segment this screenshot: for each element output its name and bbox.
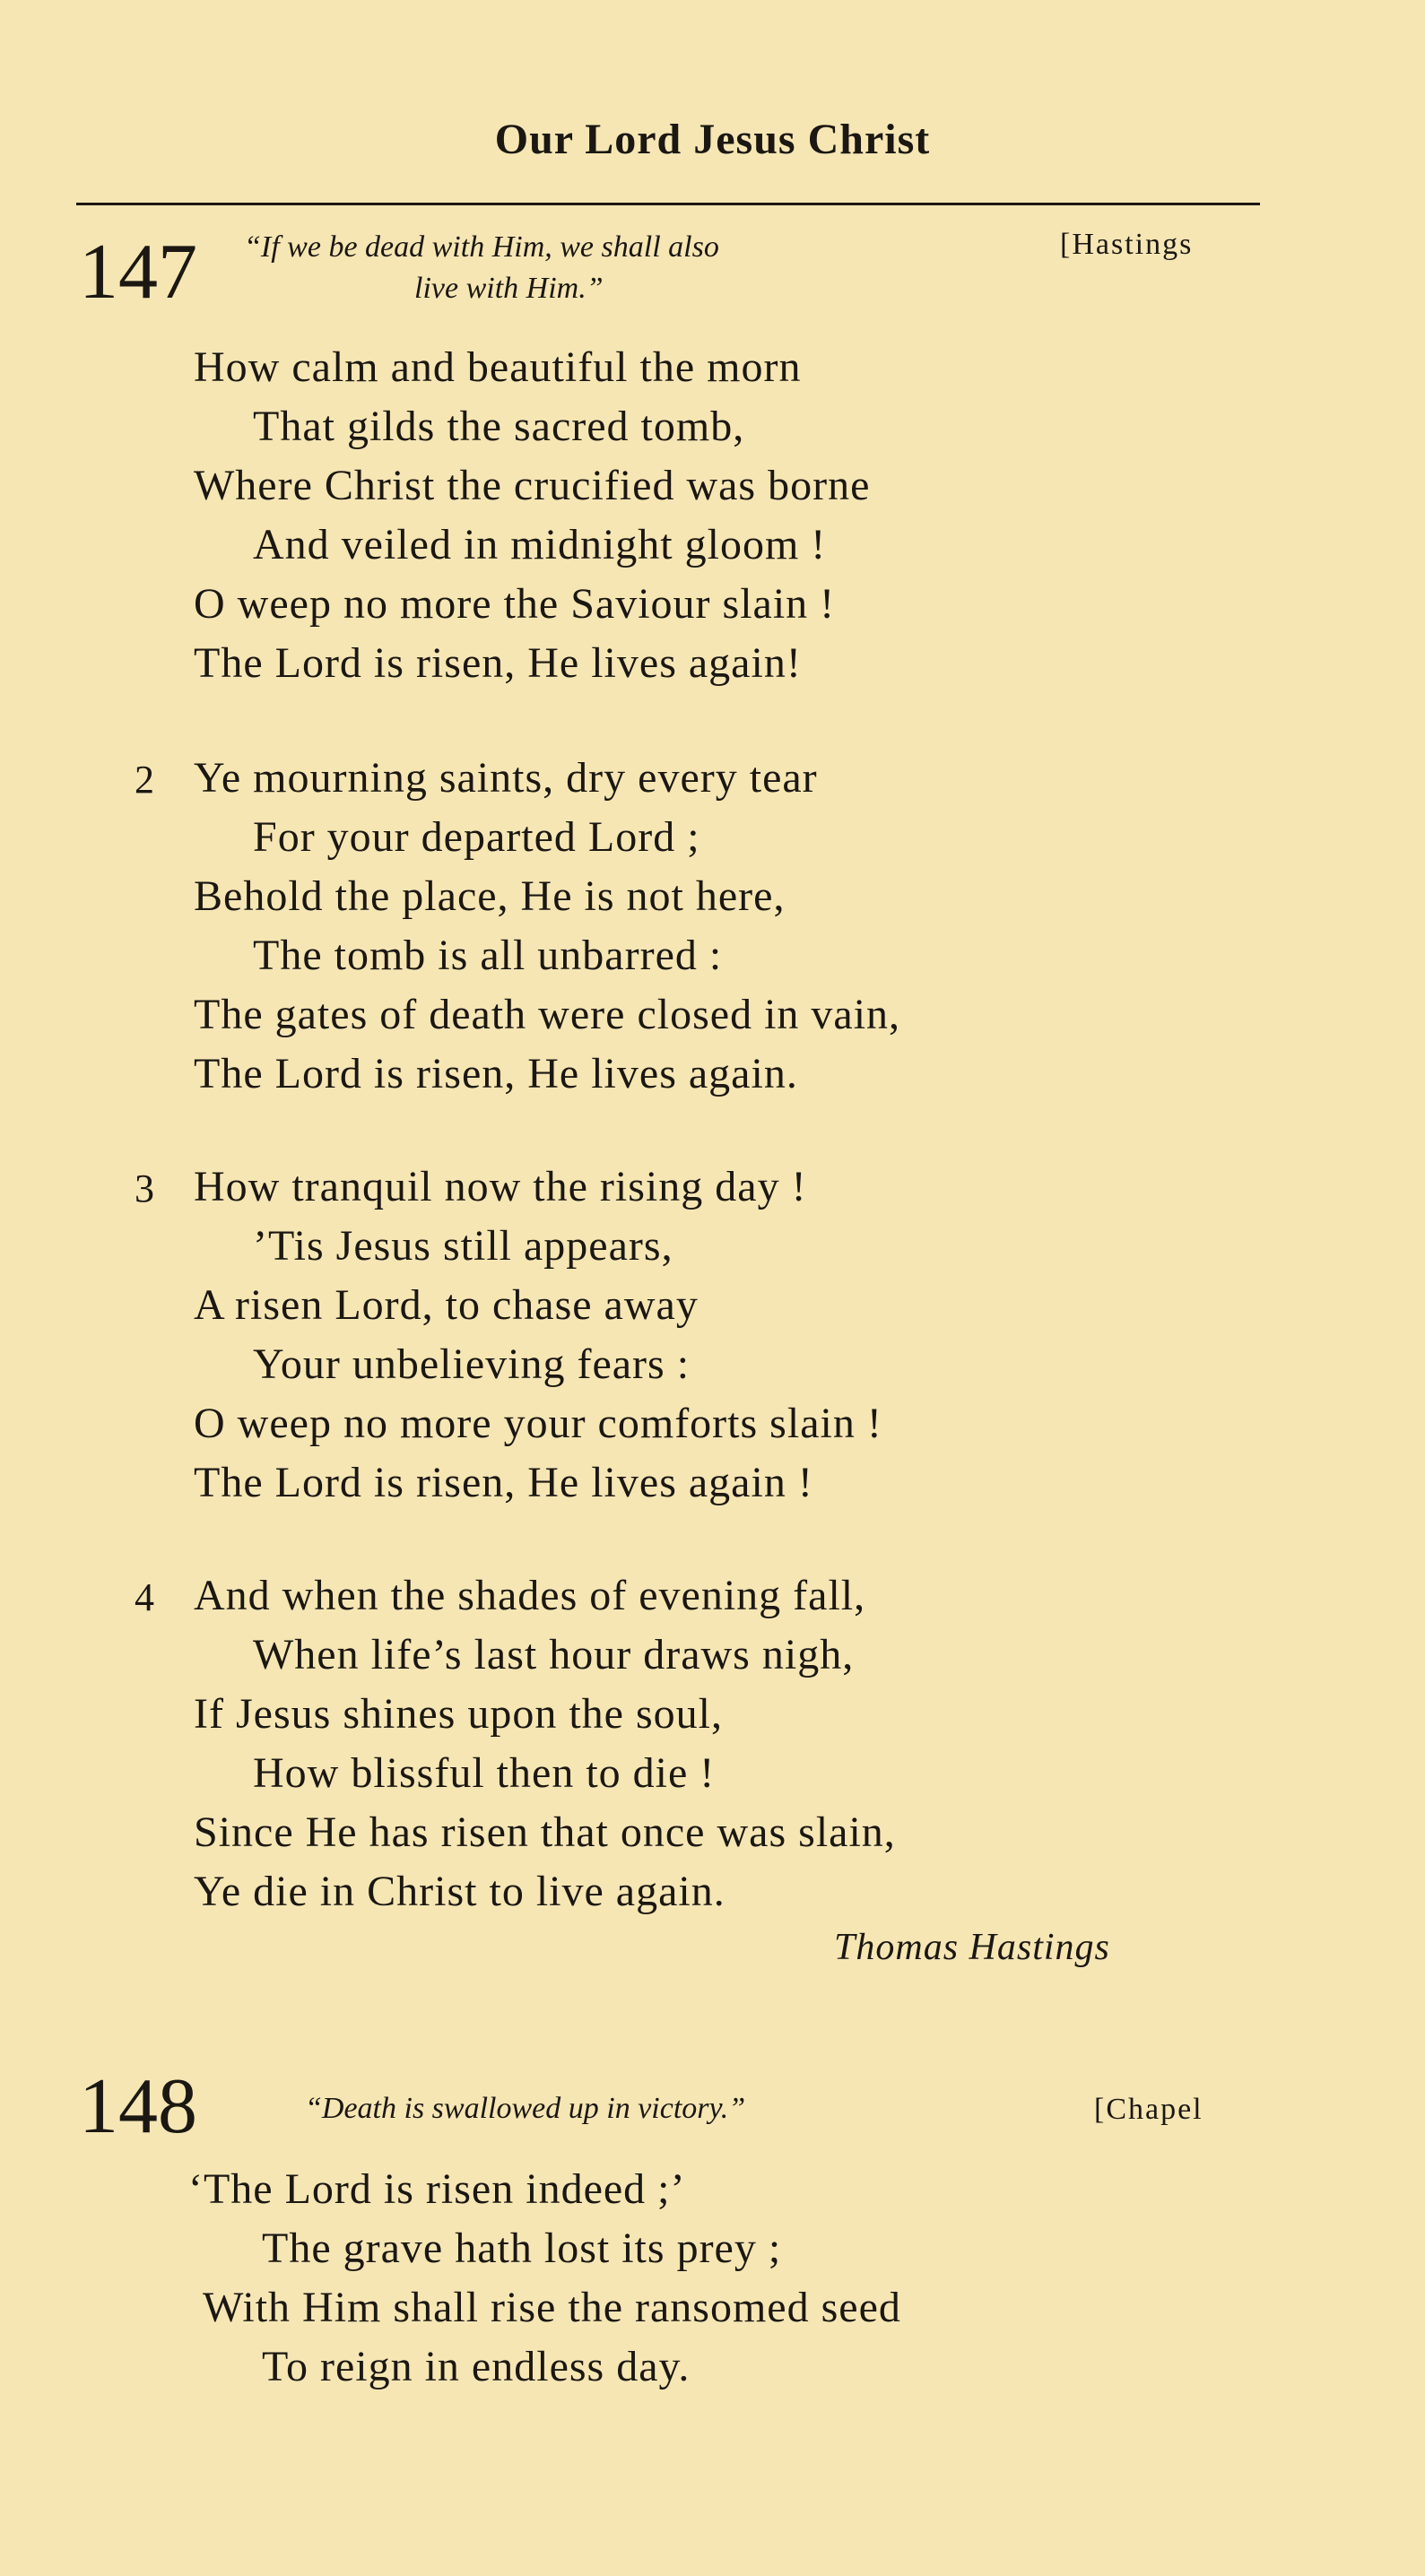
hymn-148-epigraph: “Death is swallowed up in victory.”: [305, 2092, 746, 2125]
hymn-147-s3-line-3: A risen Lord, to chase away: [194, 1281, 699, 1329]
hymn-147-tune: [Hastings: [1060, 228, 1194, 261]
hymn-147-epigraph-line-2: live with Him.”: [414, 272, 604, 305]
hymn-147-s1-line-5: O weep no more the Saviour slain !: [194, 580, 836, 628]
hymn-147-s3-line-4: Your unbelieving fears :: [253, 1340, 691, 1388]
hymn-147-s4-line-6: Ye die in Christ to live again.: [194, 1868, 726, 1915]
hymn-147-stanza-2-number: 2: [135, 758, 154, 802]
hymn-148-line-2: The grave hath lost its prey ;: [262, 2225, 782, 2272]
hymn-147-s4-line-3: If Jesus shines upon the soul,: [194, 1690, 723, 1738]
hymn-148-tune: [Chapel: [1094, 2093, 1203, 2126]
running-head: Our Lord Jesus Christ: [494, 116, 931, 163]
hymn-147-s4-line-5: Since He has risen that once was slain,: [194, 1808, 896, 1856]
hymn-147-s1-line-4: And veiled in midnight gloom !: [253, 521, 827, 568]
hymn-147-s1-line-1: How calm and beautiful the morn: [194, 343, 802, 391]
hymn-148-line-4: To reign in endless day.: [262, 2343, 691, 2390]
hymn-147-s2-line-5: The gates of death were closed in vain,: [194, 991, 901, 1038]
hymn-147-s3-line-2: ’Tis Jesus still appears,: [253, 1222, 673, 1270]
hymn-147-s1-line-2: That gilds the sacred tomb,: [253, 403, 745, 450]
hymn-147-s3-line-6: The Lord is risen, He lives again !: [194, 1459, 813, 1506]
hymn-147-s4-line-1: And when the shades of evening fall,: [194, 1572, 866, 1619]
hymn-147-s2-line-1: Ye mourning saints, dry every tear: [194, 754, 818, 802]
hymn-147-stanza-3-number: 3: [135, 1167, 154, 1210]
hymn-147-s4-line-4: How blissful then to die !: [253, 1749, 716, 1797]
header-rule: [76, 203, 1260, 205]
hymn-148-line-3: With Him shall rise the ransomed seed: [203, 2284, 901, 2331]
hymn-148-number: 148: [79, 2063, 197, 2150]
hymn-147-epigraph-line-1: “If we be dead with Him, we shall also: [244, 230, 719, 264]
hymn-147-s2-line-6: The Lord is risen, He lives again.: [194, 1050, 798, 1097]
hymn-147-s2-line-4: The tomb is all unbarred :: [253, 932, 723, 979]
hymn-147-s3-line-1: How tranquil now the rising day !: [194, 1163, 807, 1210]
hymn-147-s2-line-3: Behold the place, He is not here,: [194, 872, 786, 920]
hymn-147-s1-line-6: The Lord is risen, He lives again!: [194, 639, 802, 687]
hymn-147-author: Thomas Hastings: [834, 1927, 1110, 1968]
hymn-147-s1-line-3: Where Christ the crucified was borne: [194, 462, 871, 509]
hymn-147-s2-line-2: For your departed Lord ;: [253, 813, 700, 861]
hymn-147-s3-line-5: O weep no more your comforts slain !: [194, 1400, 882, 1447]
hymn-147-number: 147: [79, 229, 197, 316]
hymn-148-line-1: ‘The Lord is risen indeed ;’: [188, 2165, 686, 2213]
hymn-147-stanza-4-number: 4: [135, 1575, 154, 1619]
hymn-147-s4-line-2: When life’s last hour draws nigh,: [253, 1631, 855, 1678]
